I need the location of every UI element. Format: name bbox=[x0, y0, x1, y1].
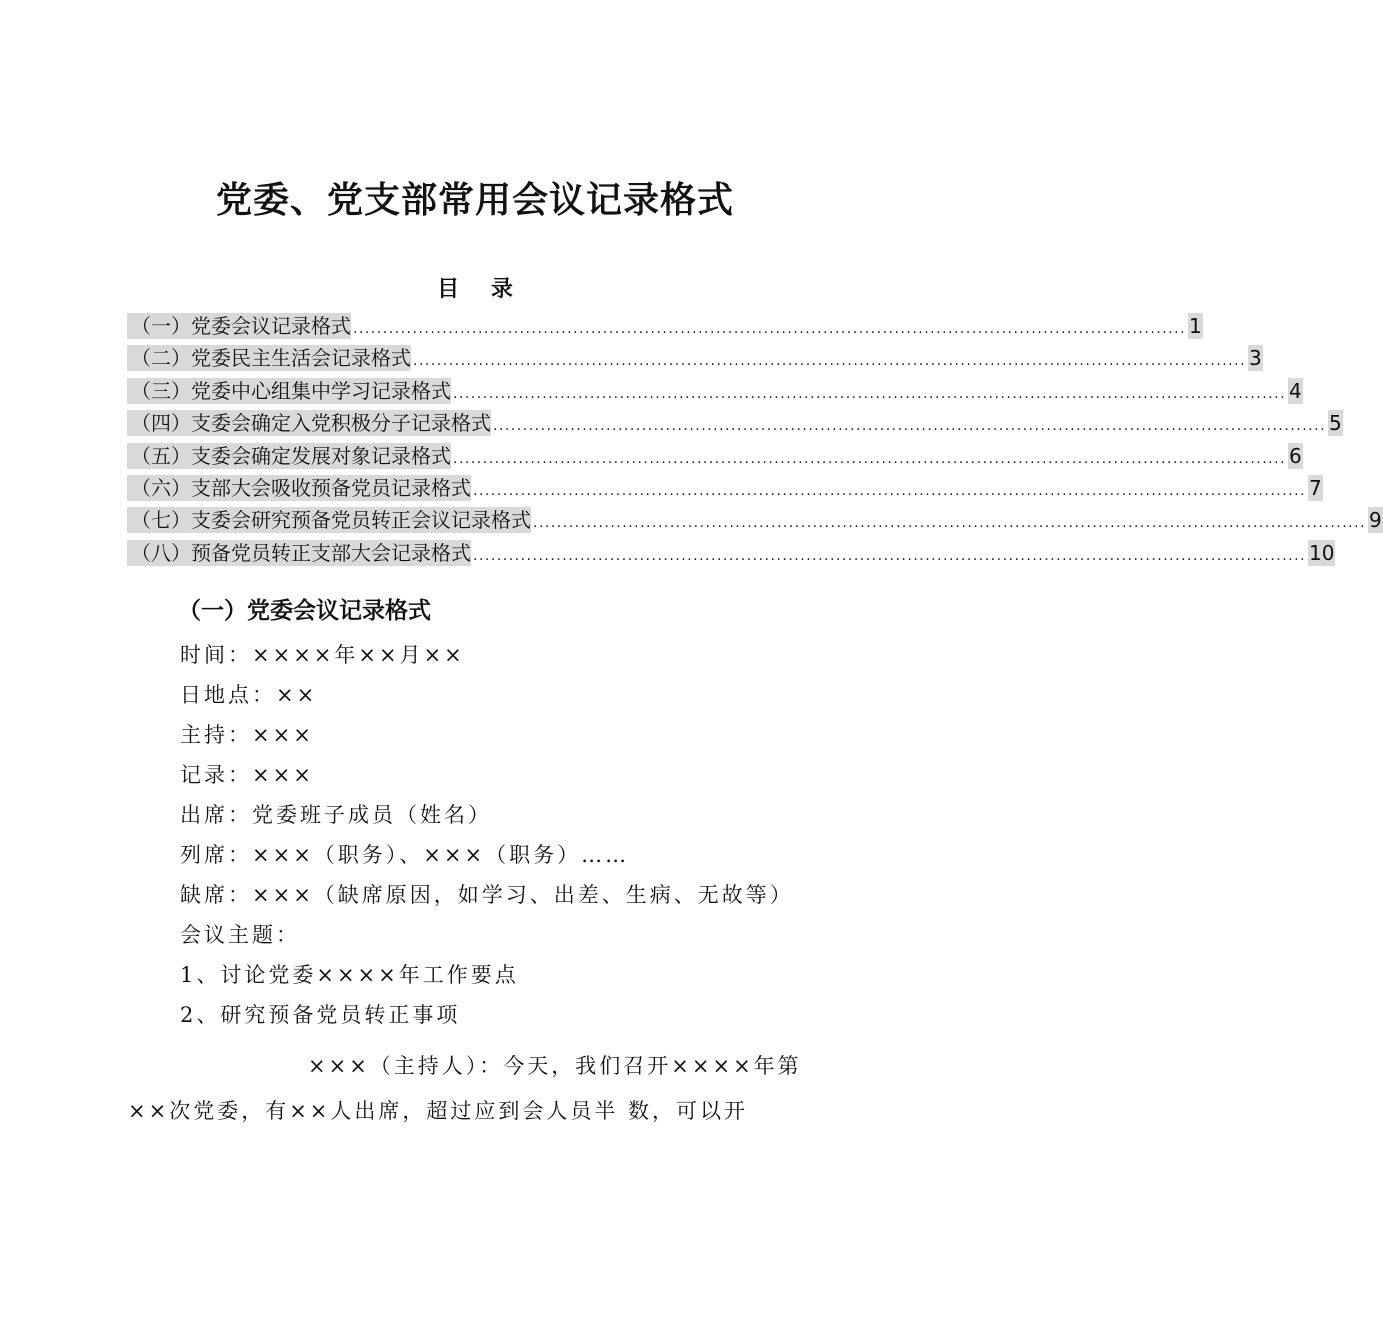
table-of-contents bbox=[127, 311, 1382, 570]
toc-entry[interactable] bbox=[127, 505, 1382, 533]
toc-entry-label: （二）党委民主生活会记录格式 bbox=[127, 345, 411, 371]
record-line: 2、研究预备党员转正事项 bbox=[180, 1003, 461, 1027]
record-line: 1、讨论党委××××年工作要点 bbox=[180, 963, 519, 987]
toc-entry-page: 7 bbox=[1309, 475, 1322, 500]
toc-entry-label: （四）支委会确定入党积极分子记录格式 bbox=[127, 410, 491, 436]
record-line: 列席：×××（职务）、×××（职务）…… bbox=[180, 843, 630, 867]
toc-leader-dots: ............................................................................................................................................ bbox=[453, 450, 1287, 467]
record-line: 出席：党委班子成员（姓名） bbox=[180, 803, 492, 827]
toc-heading: 目 录 bbox=[437, 277, 525, 302]
toc-entry[interactable] bbox=[127, 473, 1322, 501]
toc-entry[interactable] bbox=[127, 538, 1335, 566]
toc-leader-dots: ............................................................................................................................................ bbox=[413, 353, 1247, 370]
toc-entry-page: 1 bbox=[1189, 314, 1202, 338]
toc-entry[interactable] bbox=[127, 408, 1342, 436]
record-line: 记录：××× bbox=[180, 763, 314, 787]
record-line: 会议主题： bbox=[180, 923, 300, 947]
toc-entry-page: 3 bbox=[1249, 346, 1262, 371]
toc-entry-label: （八）预备党员转正支部大会记录格式 bbox=[127, 540, 471, 566]
record-line: 日地点：×× bbox=[180, 683, 318, 707]
toc-leader-dots: ............................................................................................................................................ bbox=[533, 515, 1367, 532]
toc-entry-label: （七）支委会研究预备党员转正会议记录格式 bbox=[127, 507, 531, 533]
toc-leader-dots: ............................................................................................................................................ bbox=[453, 385, 1287, 402]
toc-entry[interactable] bbox=[127, 343, 1262, 371]
toc-entry-page: 6 bbox=[1289, 443, 1302, 468]
toc-leader-dots: ............................................................................................................................................ bbox=[473, 482, 1307, 499]
toc-entry-label: （三）党委中心组集中学习记录格式 bbox=[127, 378, 451, 404]
toc-entry[interactable] bbox=[127, 441, 1302, 469]
toc-entry[interactable] bbox=[127, 311, 1202, 339]
meeting-record-fields bbox=[180, 640, 794, 1040]
toc-leader-dots: ............................................................................................................................................ bbox=[473, 547, 1307, 564]
document-title: 党委、党支部常用会议记录格式 bbox=[215, 179, 734, 221]
body-paragraph bbox=[128, 1044, 818, 1134]
toc-entry-label: （五）支委会确定发展对象记录格式 bbox=[127, 443, 451, 469]
record-line: 时间：××××年××月×× bbox=[180, 643, 465, 667]
toc-entry-page: 5 bbox=[1329, 411, 1342, 436]
toc-entry-label: （六）支部大会吸收预备党员记录格式 bbox=[127, 475, 471, 501]
toc-entry-page: 9 bbox=[1369, 508, 1382, 533]
record-line: 主持：××× bbox=[180, 723, 314, 747]
toc-leader-dots: ............................................................................................................................................ bbox=[353, 321, 1187, 337]
record-line: 缺席：×××（缺席原因，如学习、出差、生病、无故等） bbox=[180, 883, 794, 907]
paragraph-text: ×××（主持人）：今天，我们召开××××年第××次党委，有××人出席，超过应到会人员半 数，可以开 bbox=[128, 1054, 802, 1123]
toc-entry-label: （一）党委会议记录格式 bbox=[127, 313, 351, 339]
section-heading: （一）党委会议记录格式 bbox=[178, 598, 431, 624]
toc-entry-page: 4 bbox=[1289, 378, 1302, 403]
toc-leader-dots: ............................................................................................................................................ bbox=[493, 418, 1327, 435]
toc-entry-page: 10 bbox=[1309, 540, 1335, 565]
toc-entry[interactable] bbox=[127, 376, 1302, 404]
